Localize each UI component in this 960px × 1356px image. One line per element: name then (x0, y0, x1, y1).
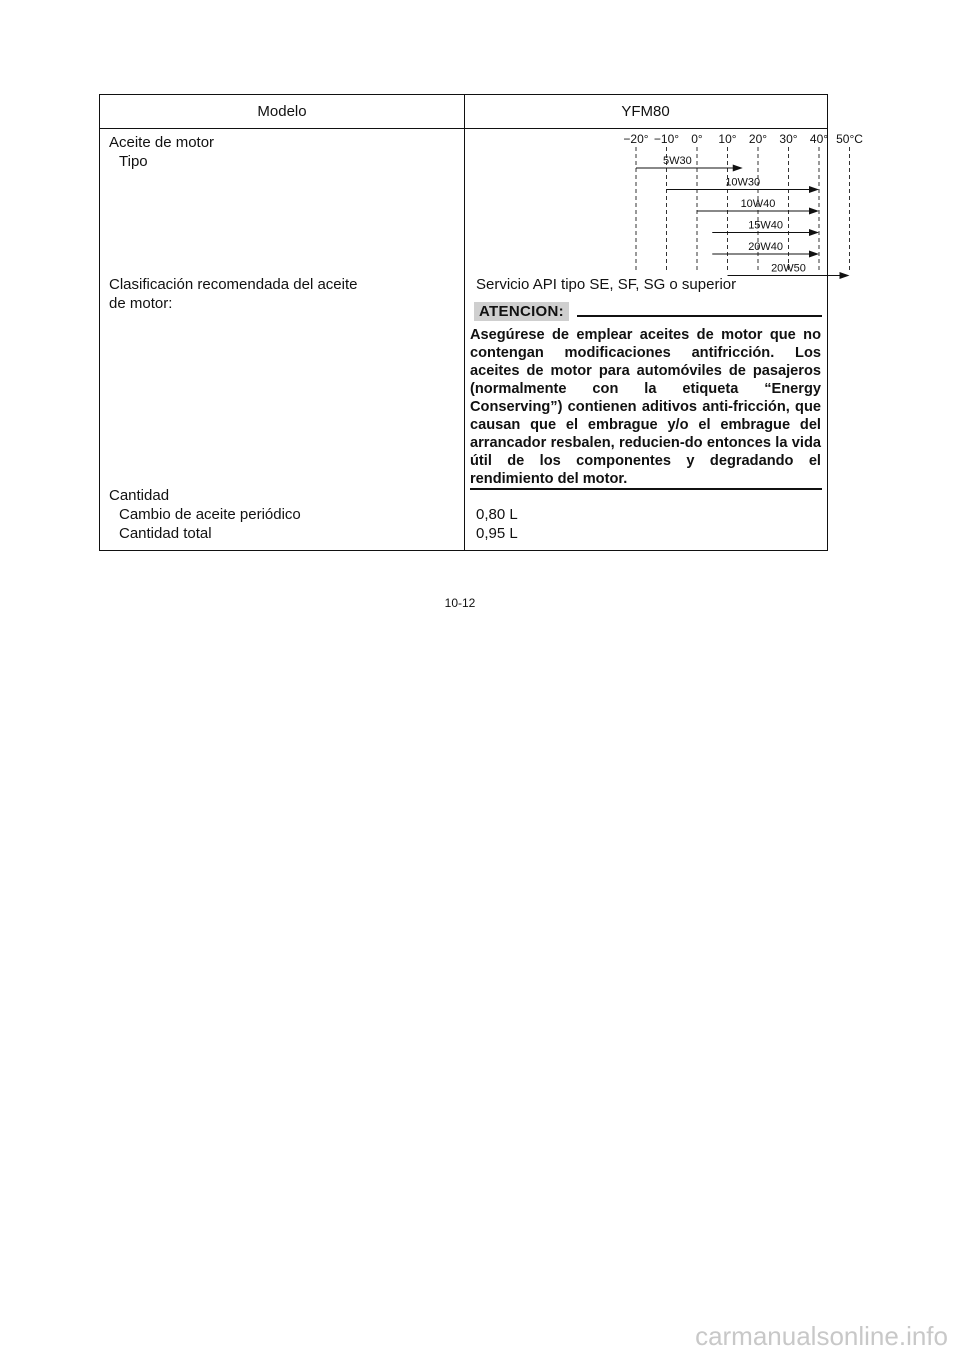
range-arrow (809, 251, 819, 258)
caution-rule-top (577, 315, 822, 317)
classification-label-line2: de motor: (109, 295, 173, 312)
classification-label-line1: Clasificación recomendada del aceite (109, 276, 358, 293)
series-label: 5W30 (663, 155, 692, 167)
caution-title: ATENCION: (474, 302, 569, 321)
oil-title: Aceite de motor (109, 134, 215, 151)
series-label: 10W40 (740, 198, 776, 210)
periodic-change-value: 0,80 L (476, 506, 518, 523)
tick-label: 0° (691, 132, 703, 146)
series-label: 20W40 (748, 241, 784, 253)
tick-label: 10° (718, 132, 737, 146)
caution-rule-bottom (470, 488, 822, 490)
tick-label: 50°C (836, 132, 863, 146)
classification-value: Servicio API tipo SE, SF, SG o superior (476, 276, 737, 293)
spec-table (99, 94, 863, 551)
range-arrow (840, 272, 850, 279)
watermark: carmanualsonline.info (695, 1321, 948, 1351)
series-label: 15W40 (748, 219, 784, 232)
header-model-value: YFM80 (464, 95, 827, 129)
oil-viscosity-chart (464, 129, 863, 275)
series-label: 10W30 (725, 176, 761, 189)
tick-label: 20° (748, 132, 768, 146)
quantity-title: Cantidad (109, 487, 170, 504)
page-number: 10-12 (444, 596, 476, 610)
tick-label: −20° (623, 132, 649, 146)
total-quantity-label: Cantidad total (119, 525, 212, 542)
range-arrow (809, 186, 819, 193)
periodic-change-label: Cambio de aceite periódico (119, 506, 301, 523)
range-arrow (809, 229, 819, 236)
range-arrow (733, 165, 743, 172)
total-quantity-value: 0,95 L (476, 525, 518, 542)
tick-label: 30° (779, 132, 798, 146)
tick-label: 40° (809, 132, 829, 146)
range-arrow (809, 208, 819, 215)
series-label: 20W50 (771, 262, 806, 275)
tick-label: −10° (653, 132, 680, 146)
caution-text: Asegúrese de emplear aceites de motor que no contengan modificaciones antifricción. Los aceites de motor para automóviles de pasajeros (normalmente con la etiqueta “Energy Conserving”) contienen aditivos anti-fricción, que causan que el embrague y/o el embrague del arrancador resbalen, reducien-do entonces la vida útil de los componentes y degradando el rendimiento del motor. (470, 327, 821, 487)
oil-type-label: Tipo (119, 153, 148, 170)
header-model-label: Modelo (100, 95, 464, 129)
